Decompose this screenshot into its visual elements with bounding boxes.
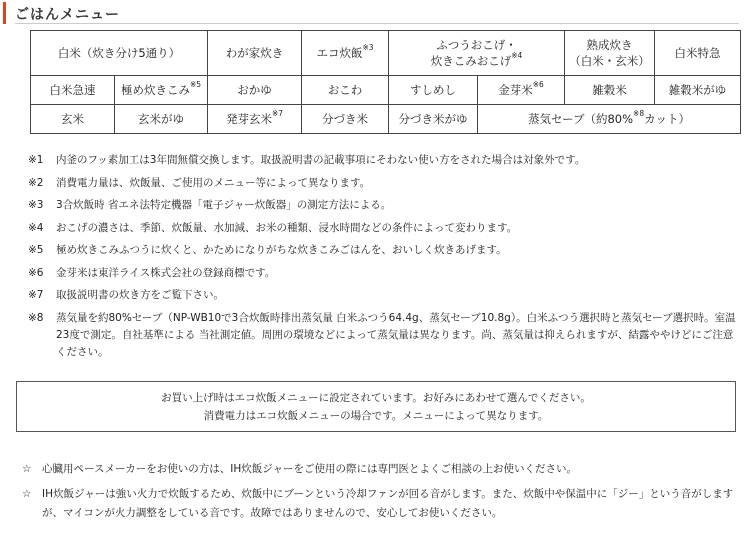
footnote-item <box>28 287 740 304</box>
menu-cell-zakkoku: 雑穀米 <box>565 76 655 105</box>
menu-cell-sushimeshi: すしめし <box>389 76 478 105</box>
cautions <box>22 460 740 529</box>
menu-cell-kyusoku: 白米急速 <box>31 76 115 105</box>
footnote-mark: ※6 <box>28 266 44 279</box>
heading-accent-bar <box>3 2 6 24</box>
heading-title: ごはんメニュー <box>15 7 120 23</box>
menu-cell-okowa: おこわ <box>302 76 389 105</box>
section-heading <box>3 2 739 24</box>
footnote-item <box>28 265 740 282</box>
footnote-text: 消費電力量は、炊飯量、ご使用のメニュー等によって異なります。 <box>56 176 371 189</box>
caution-text: IH炊飯ジャーは強い火力で炊飯するため、炊飯中にブーンという冷却ファンが回る音がします。また、炊飯中や保温中に「ジー」という音がしますが、マイコンが火力調整をしている音です。故障ではありませんので、安心してお使いください。 <box>42 488 734 519</box>
footnote-mark: ※4 <box>28 221 44 234</box>
footnote-mark: ※3 <box>28 199 44 211</box>
menu-cell-okoge: ふつうおこげ・ 炊きこみおこげ$^{※4}$ <box>389 31 565 76</box>
star-icon: ☆ <box>22 463 32 475</box>
footnote-mark: ※8 <box>28 311 44 324</box>
footnote-item <box>28 220 740 237</box>
footnote-mark: ※7 <box>28 289 44 301</box>
rice-menu-table <box>30 30 741 134</box>
heading-underline <box>15 23 739 24</box>
footnote-item <box>28 152 740 169</box>
caution-item <box>22 460 740 479</box>
menu-cell-kiwame: 極め炊きこみ$^{※5}$ <box>115 76 208 105</box>
menu-cell-jouki-save: 蒸気セーブ（約80%$^{※8}$カット） <box>478 105 741 134</box>
menu-cell-okayu: おかゆ <box>208 76 302 105</box>
footnotes <box>28 152 740 366</box>
footnote-item <box>28 242 740 259</box>
footnote-mark: ※5 <box>28 244 44 256</box>
footnote-text: おこげの濃さは、季節、炊飯量、水加減、お米の種類、浸水時間などの条件によって変わります。 <box>56 221 518 234</box>
footnote-item <box>28 175 740 192</box>
footnote-item <box>28 310 740 361</box>
footnote-item <box>28 197 740 214</box>
notice-box <box>16 381 736 432</box>
footnote-mark: ※1 <box>28 154 44 166</box>
footnote-text: 3合炊飯時 省エネ法特定機器「電子ジャー炊飯器」の測定方法による。 <box>56 199 392 211</box>
caution-text: 心臓用ペースメーカーをお使いの方は、IH炊飯ジャーをご使用の際には専門医とよくご相談の上お使いください。 <box>42 463 578 475</box>
footnote-mark: ※2 <box>28 176 44 189</box>
menu-row-2 <box>31 76 741 105</box>
menu-cell-genmai: 玄米 <box>31 105 115 134</box>
menu-row-1 <box>31 31 741 76</box>
menu-cell-eco: エコ炊飯$^{※3}$ <box>302 31 389 76</box>
footnote-text: 内釜のフッ素加工は3年間無償交換します。取扱説明書の記載事項にそわない使い方をされた場合は対象外です。 <box>56 154 586 166</box>
menu-cell-hakumai: 白米（炊き分け5通り） <box>31 31 208 76</box>
footnote-text: 金芽米は東洋ライス株式会社の登録商標です。 <box>56 266 276 279</box>
menu-cell-wagaya: わが家炊き <box>208 31 302 76</box>
footnote-text: 蒸気量を約80%セーブ（NP-WB10で3合炊飯時排出蒸気量 白米ふつう64.4g、蒸気セーブ10.8g）。白米ふつう選択時と蒸気セーブ選択時。室温23度で測定。自社基準による 当社測定値。周囲の環境などによって蒸気量は異なります。尚、蒸気量は抑えられますが、結露ややけどにご注意ください。 <box>56 311 736 358</box>
menu-row-3 <box>31 105 741 134</box>
menu-cell-jukusei: 熟成炊き （白米・玄米） <box>565 31 655 76</box>
footnote-text: 極め炊きこみふつうに炊くと、かためになりがちな炊きこみごはんを、おいしく炊きあげます。 <box>56 244 507 256</box>
star-icon: ☆ <box>22 488 32 500</box>
menu-cell-buzuki: 分づき米 <box>302 105 389 134</box>
notice-line-1: お買い上げ時はエコ炊飯メニューに設定されています。お好みにあわせて選んでください。 <box>161 392 591 404</box>
footnote-text: 取扱説明書の炊き方をご覧下さい。 <box>56 289 224 301</box>
menu-cell-zakkoku-gayu: 雑穀米がゆ <box>655 76 741 105</box>
menu-cell-tokkyu: 白米特急 <box>655 31 741 76</box>
caution-item <box>22 485 740 523</box>
notice-line-2: 消費電力はエコ炊飯メニューの場合です。メニューによって異なります。 <box>203 410 549 422</box>
menu-cell-genmai-gayu: 玄米がゆ <box>115 105 208 134</box>
menu-cell-buzuki-gayu: 分づき米がゆ <box>389 105 478 134</box>
menu-cell-kingamai: 金芽米$^{※6}$ <box>478 76 565 105</box>
menu-cell-hatsuga: 発芽玄米$^{※7}$ <box>208 105 302 134</box>
